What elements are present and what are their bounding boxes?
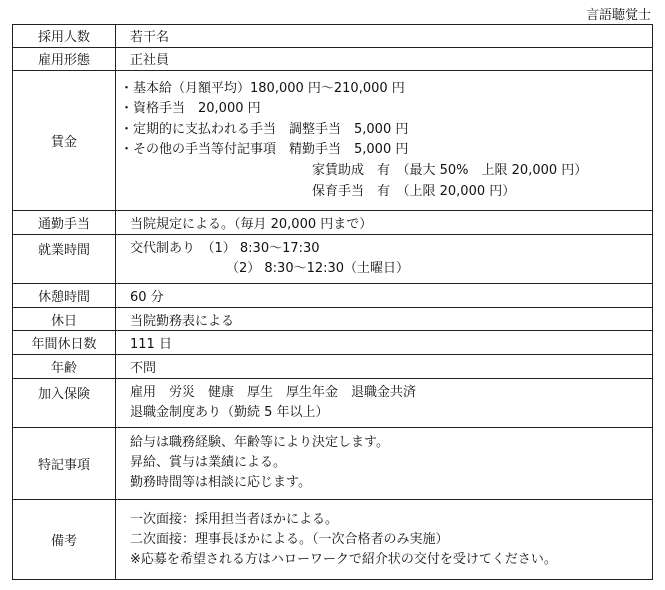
notes-value — [116, 427, 653, 499]
row-headcount — [13, 25, 653, 48]
row-commute — [13, 211, 653, 235]
annual-holidays-value: 111 日 — [116, 331, 653, 355]
holiday-value: 当院勤務表による — [116, 307, 653, 331]
remarks-label: 備考 — [13, 500, 116, 580]
age-label: 年齢 — [13, 355, 116, 379]
holiday-label: 休日 — [13, 307, 116, 331]
row-remarks — [13, 500, 653, 580]
row-notes — [13, 427, 653, 499]
break-label: 休憩時間 — [13, 283, 116, 307]
row-holiday — [13, 307, 653, 331]
remarks-value — [116, 500, 653, 580]
wage-value — [116, 70, 653, 211]
employment-value: 正社員 — [116, 47, 653, 70]
commute-label: 通勤手当 — [13, 211, 116, 235]
insurance-value — [116, 379, 653, 428]
remarks-line-3: ※応募を希望される方はハローワークで紹介状の交付を受けてください。 — [130, 551, 557, 567]
wage-line-housing: 家賃助成 有 （最大 50% 上限 20,000 円） — [312, 163, 588, 179]
job-title-label: 言語聴覚士 — [585, 8, 651, 23]
job-conditions-table — [12, 24, 653, 580]
headcount-label: 採用人数 — [13, 25, 116, 48]
commute-value: 当院規定による。（毎月 20,000 円まで） — [116, 211, 653, 235]
row-employment — [13, 47, 653, 70]
wage-line-regular-allowance: ・定期的に支払われる手当 調整手当 5,000 円 — [120, 121, 409, 137]
wage-line-childcare: 保育手当 有 （上限 20,000 円） — [312, 183, 516, 199]
break-value: 60 分 — [116, 283, 653, 307]
row-wage — [13, 70, 653, 211]
age-value: 不問 — [116, 355, 653, 379]
insurance-label: 加入保険 — [13, 379, 116, 428]
wage-line-basic: ・基本給（月額平均）180,000 円～210,000 円 — [120, 80, 405, 96]
annual-holidays-label: 年間休日数 — [13, 331, 116, 355]
row-annual-holidays — [13, 331, 653, 355]
hours-line-1: 交代制あり （1） 8:30～17:30 — [130, 240, 320, 256]
row-insurance — [13, 379, 653, 428]
row-break — [13, 283, 653, 307]
remarks-line-2: 二次面接：理事長ほかによる。（一次合格者のみ実施） — [130, 531, 449, 547]
row-age — [13, 355, 653, 379]
hours-line-2: （2） 8:30～12:30（土曜日） — [226, 260, 410, 276]
wage-label: 賃金 — [13, 70, 116, 211]
wage-line-qualification: ・資格手当 20,000 円 — [120, 101, 261, 117]
row-hours — [13, 235, 653, 284]
wage-line-other-allowance: ・その他の手当等付記事項 精勤手当 5,000 円 — [120, 142, 409, 158]
insurance-line-1: 雇用 労災 健康 厚生 厚生年金 退職金共済 — [130, 384, 417, 400]
notes-line-1: 給与は職務経験、年齢等により決定します。 — [130, 435, 389, 451]
employment-label: 雇用形態 — [13, 47, 116, 70]
notes-line-2: 昇給、賞与は業績による。 — [130, 455, 287, 471]
notes-line-3: 勤務時間等は相談に応じます。 — [130, 475, 311, 491]
notes-label: 特記事項 — [13, 427, 116, 499]
hours-label: 就業時間 — [13, 235, 116, 284]
headcount-value: 若干名 — [116, 25, 653, 48]
remarks-line-1: 一次面接：採用担当者ほかによる。 — [130, 511, 339, 527]
hours-value — [116, 235, 653, 284]
insurance-line-2: 退職金制度あり（勤続 5 年以上） — [130, 404, 329, 420]
